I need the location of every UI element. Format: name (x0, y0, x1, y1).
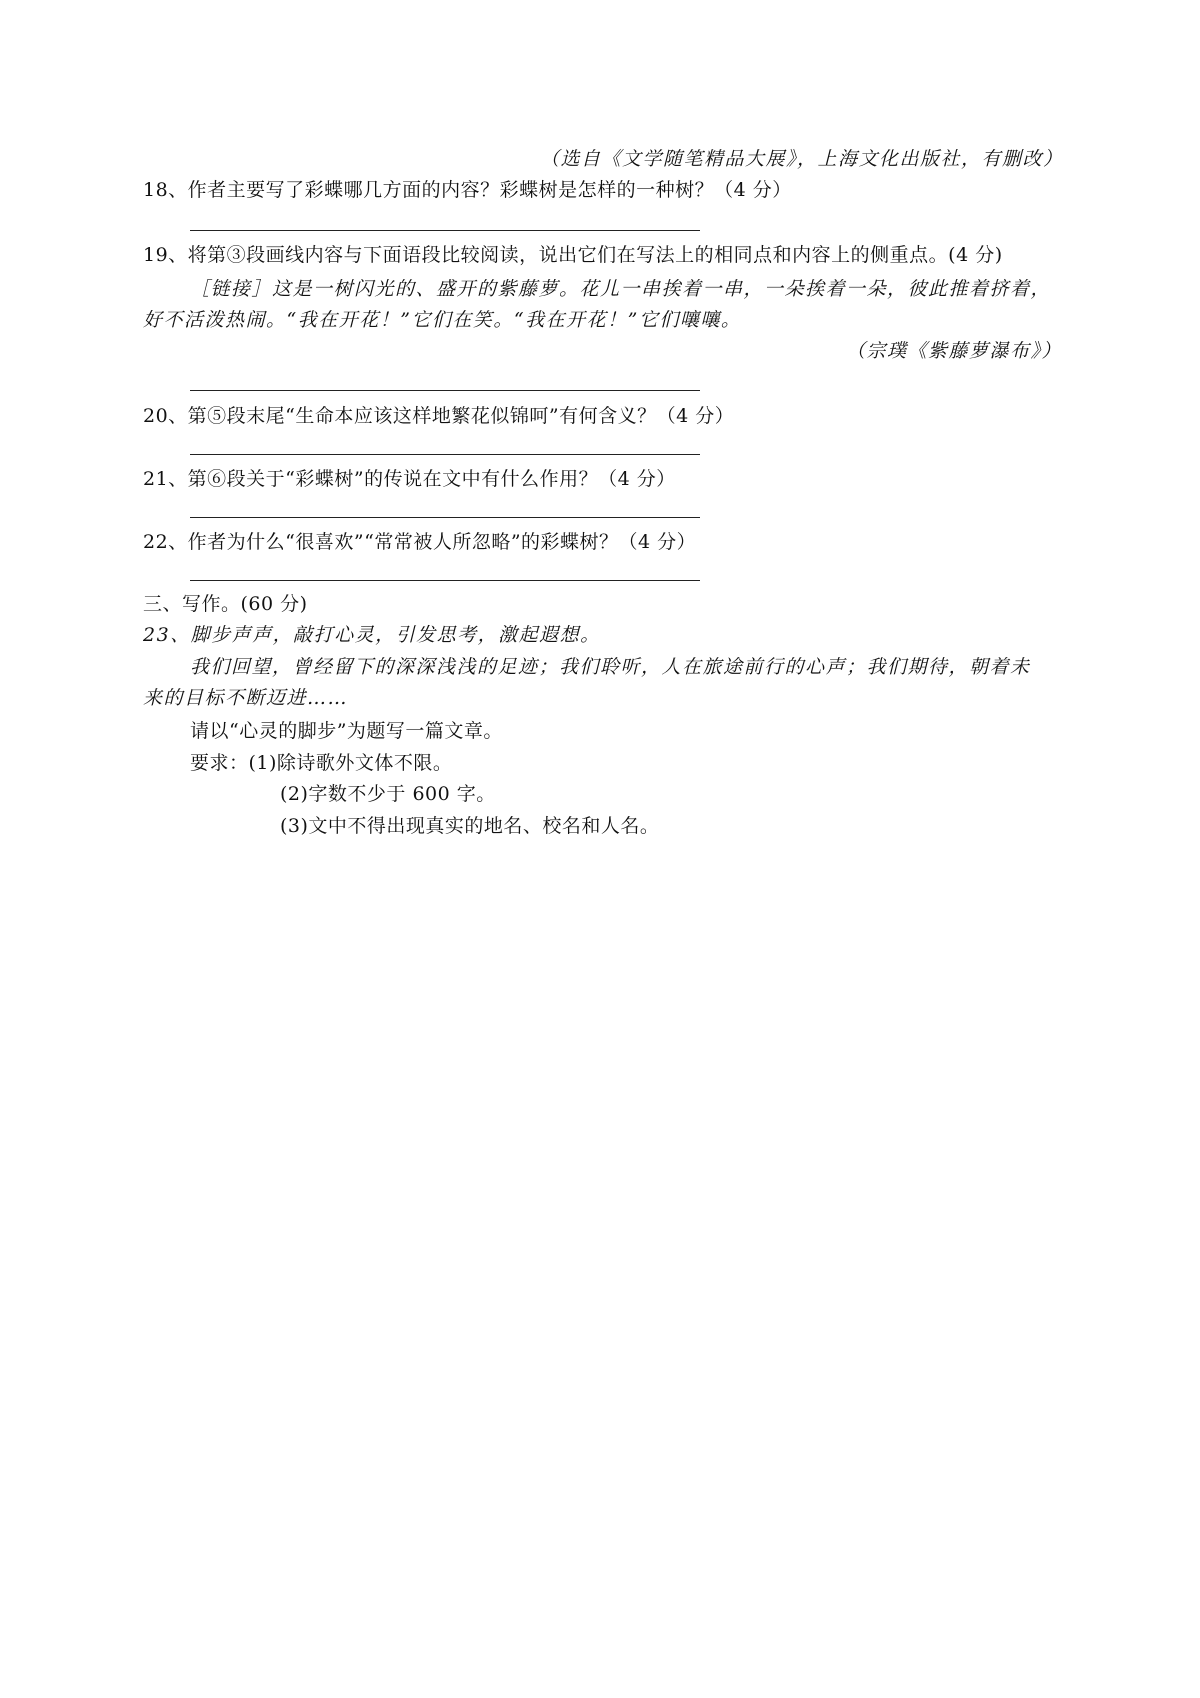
writing-prompt-line-2: 来的目标不断迈进…… (143, 687, 349, 709)
source-note: （选自《文学随笔精品大展》，上海文化出版社，有删改） (540, 148, 1064, 170)
question-19: 19、将第③段画线内容与下面语段比较阅读，说出它们在写法上的相同点和内容上的侧重点。(4 分) (143, 244, 1003, 266)
question-21: 21、第⑥段关于“彩蝶树”的传说在文中有什么作用？（4 分） (143, 468, 676, 490)
link-source: （宗璞《紫藤萝瀑布》） (846, 340, 1063, 362)
answer-line-21[interactable] (190, 517, 700, 518)
link-text-line-1: ［链接］这是一树闪光的、盛开的紫藤萝。花儿一串挨着一串，一朵挨着一朵，彼此推着挤着， (190, 278, 1052, 300)
answer-line-20[interactable] (190, 454, 700, 455)
question-18: 18、作者主要写了彩蝶哪几方面的内容？彩蝶树是怎样的一种树？（4 分） (143, 179, 792, 201)
writing-prompt-line-1: 我们回望，曾经留下的深深浅浅的足迹；我们聆听，人在旅途前行的心声；我们期待，朝着未 (190, 656, 1031, 678)
requirement-2: (2)字数不少于 600 字。 (280, 783, 496, 805)
answer-line-18[interactable] (190, 230, 700, 231)
question-23: 23、脚步声声，敲打心灵，引发思考，激起遐想。 (143, 624, 601, 646)
requirement-1: 要求：(1)除诗歌外文体不限。 (190, 752, 453, 774)
question-20: 20、第⑤段末尾“生命本应该这样地繁花似锦呵”有何含义？（4 分） (143, 405, 735, 427)
answer-line-22[interactable] (190, 580, 700, 581)
answer-line-19[interactable] (190, 390, 700, 391)
writing-section-title: 三、写作。(60 分) (143, 593, 308, 615)
question-22: 22、作者为什么“很喜欢”“常常被人所忽略”的彩蝶树？（4 分） (143, 531, 697, 553)
link-text-line-2: 好不活泼热闹。“我在开花！”它们在笑。“我在开花！”它们嚷嚷。 (143, 309, 742, 331)
writing-instruction: 请以“心灵的脚步”为题写一篇文章。 (190, 720, 503, 742)
requirement-3: (3)文中不得出现真实的地名、校名和人名。 (280, 815, 660, 837)
